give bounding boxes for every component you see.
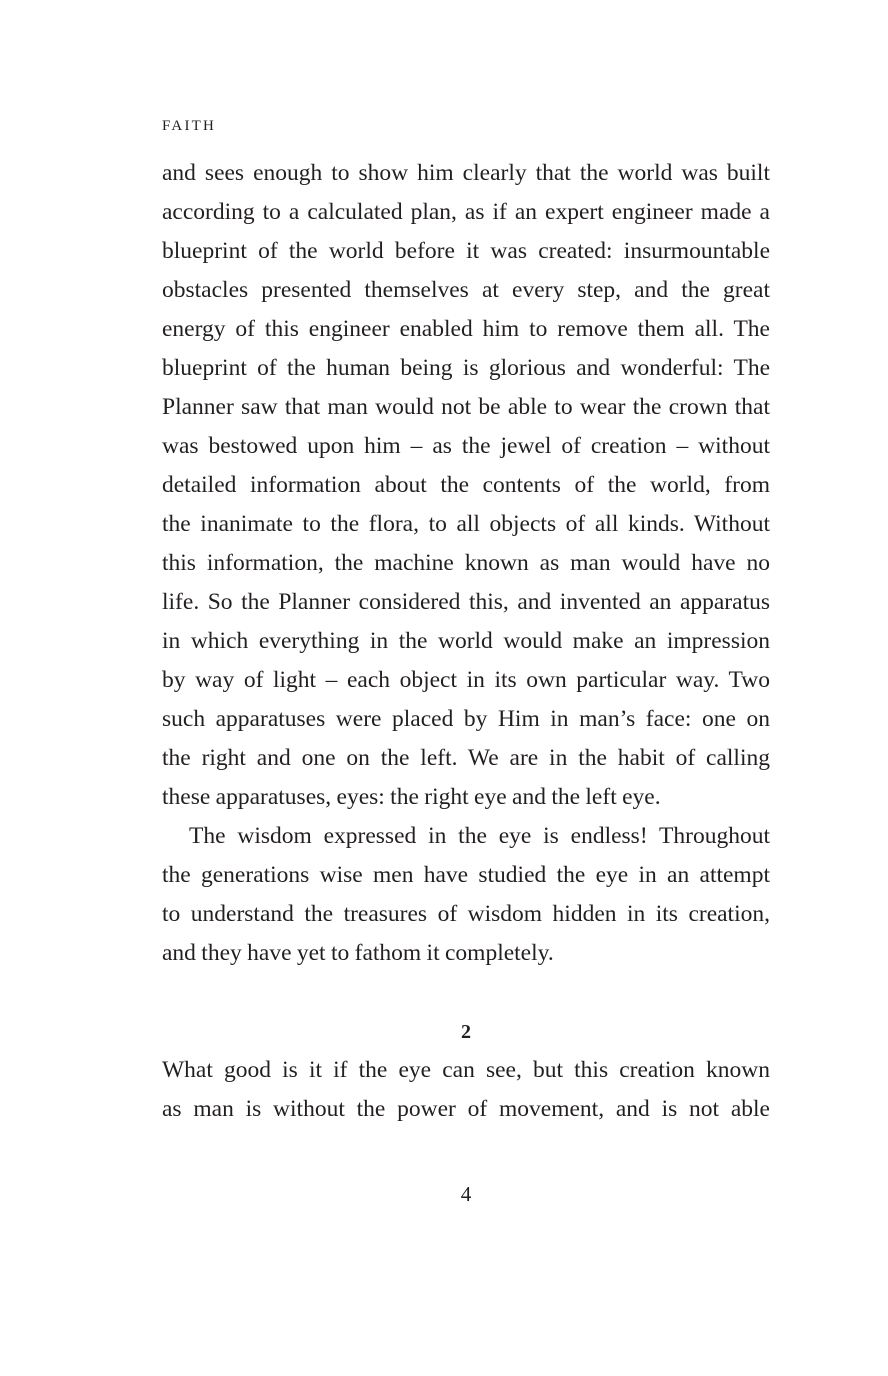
- text-line: What good is it if the eye can see, but this creation known: [162, 1057, 770, 1083]
- text-line: such apparatuses were placed by Him in man’s face: one on: [162, 706, 770, 732]
- text-line: The wisdom expressed in the eye is endless! Throughout: [189, 823, 770, 849]
- text-line: was bestowed upon him – as the jewel of creation – without: [162, 433, 770, 459]
- text-line: life. So the Planner considered this, and invented an apparatus: [162, 589, 770, 615]
- paragraph-2: [162, 817, 770, 973]
- text-line: the right and one on the left. We are in the habit of calling: [162, 745, 770, 771]
- text-line: this information, the machine known as man would have no: [162, 550, 770, 576]
- text-line: the generations wise men have studied the eye in an attempt: [162, 862, 770, 888]
- text-line: in which everything in the world would make an impression: [162, 628, 770, 654]
- running-head: FAITH: [162, 118, 217, 134]
- text-line: according to a calculated plan, as if an expert engineer made a: [162, 199, 770, 225]
- text-line: to understand the treasures of wisdom hidden in its creation,: [162, 901, 770, 927]
- section-number: 2: [461, 1021, 471, 1043]
- text-line: these apparatuses, eyes: the right eye and the left eye.: [162, 784, 661, 810]
- paragraph-1: [162, 154, 770, 817]
- text-line: energy of this engineer enabled him to remove them all. The: [162, 316, 770, 342]
- text-line: and they have yet to fathom it completely.: [162, 940, 554, 966]
- text-line: as man is without the power of movement, and is not able: [162, 1096, 770, 1122]
- section-2-paragraph: [162, 1051, 770, 1129]
- page-number: 4: [460, 1182, 472, 1206]
- text-line: Planner saw that man would not be able to wear the crown that: [162, 394, 770, 420]
- text-line: by way of light – each object in its own particular way. Two: [162, 667, 770, 693]
- text-line: the inanimate to the flora, to all objects of all kinds. Without: [162, 511, 770, 537]
- text-line: and sees enough to show him clearly that the world was built: [162, 160, 770, 186]
- text-line: blueprint of the world before it was created: insurmountable: [162, 238, 770, 264]
- text-line: detailed information about the contents of the world, from: [162, 472, 770, 498]
- text-line: blueprint of the human being is glorious and wonderful: The: [162, 355, 770, 381]
- text-line: obstacles presented themselves at every step, and the great: [162, 277, 770, 303]
